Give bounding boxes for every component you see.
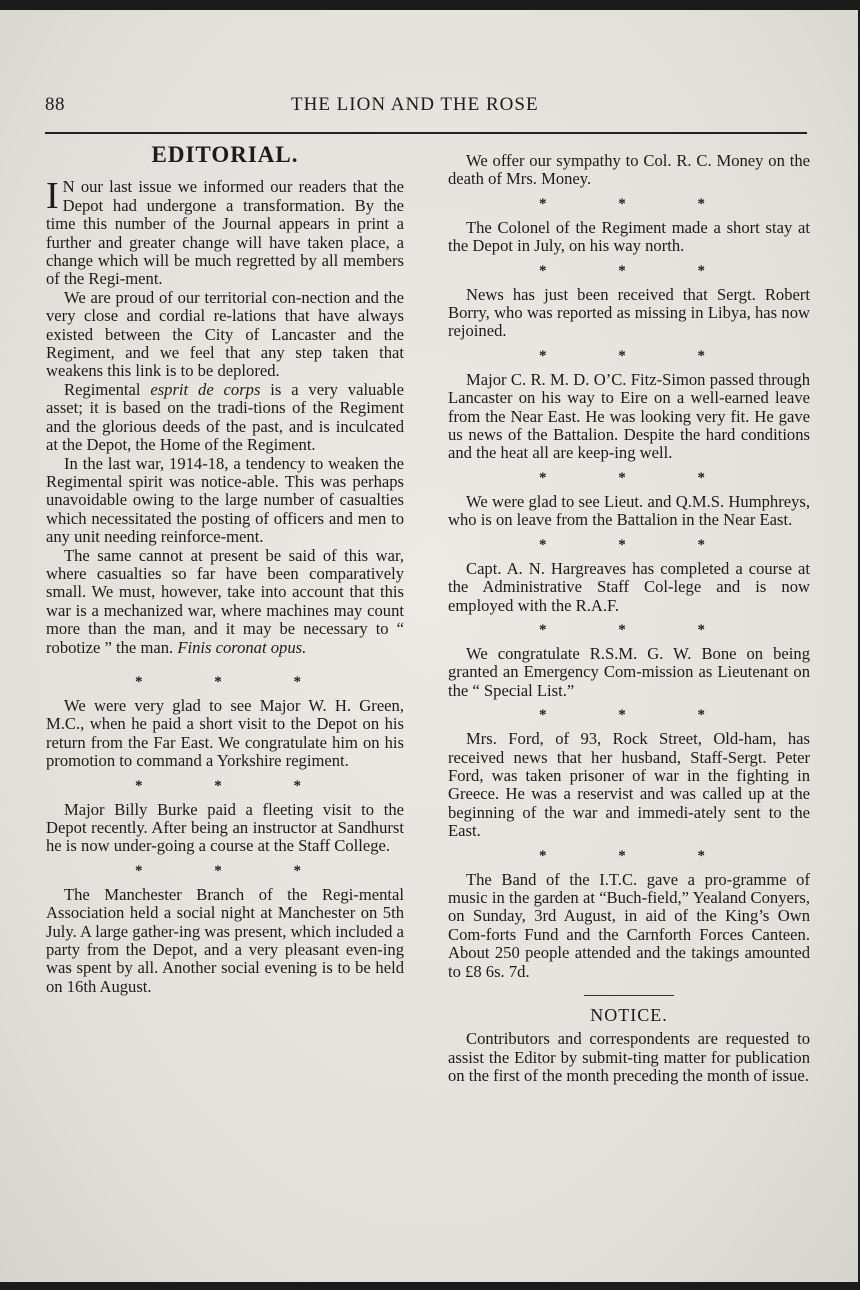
news-item: The Manchester Branch of the Regi-mental Association held a social night at Manchester on 5th July. A large gather-ing was present, which included a party from the Depot, and a very pleasant even-ing was spent by all. Another social evening is to be held on 16th August.	[46, 884, 404, 996]
journal-title: THE LION AND THE ROSE	[291, 94, 539, 115]
section-separator: * * *	[539, 347, 739, 364]
news-item: Major Billy Burke paid a fleeting visit to the Depot recently. After being an instructor at Sandhurst he is now under-going a course at the Staff College.	[46, 799, 404, 856]
section-separator: * * *	[135, 862, 335, 879]
news-item: Major C. R. M. D. O’C. Fitz-Simon passed through Lancaster on his way to Eire on a well-earned leave from the Near East. He was looking very fit. He gave us news of the Battalion. Despite the hard conditions and the heat all are keep-ing well.	[448, 369, 810, 463]
editorial-paragraph: I N our last issue we informed our readers that the Depot had undergone a transformation. By the time this number of the Journal appears in print a further and greater change will have taken place, a change which will be much regretted by all members of the Regi-ment.	[46, 175, 404, 289]
news-item: The Band of the I.T.C. gave a pro-gramme of music in the garden at “Buch-field,” Yealand Conyers, on Sunday, 3rd August, in aid of the King’s Own Com-forts Fund and the Carnforth Forces Canteen. About 250 people attended and the takings amounted to £8 6s. 7d.	[448, 869, 810, 981]
news-item: News has just been received that Sergt. Robert Borry, who was reported as missing in Libya, has now rejoined.	[448, 284, 810, 341]
news-item: Mrs. Ford, of 93, Rock Street, Old-ham, has received news that her husband, Staff-Sergt. Peter Ford, was taken prisoner of war in the fighting in Greece. He was a reservist and was called up at the beginning of the war and immedi-ately sent to the East.	[448, 729, 810, 841]
section-separator: * * *	[135, 673, 335, 690]
editorial-paragraph: Regimental esprit de corps is a very valuable asset; it is based on the tradi-tions of the Regiment and the glorious deeds of the past, and is inculcated at the Depot, the Home of the Regiment.	[46, 379, 404, 455]
section-separator: * * *	[539, 621, 739, 638]
section-separator: * * *	[539, 195, 739, 212]
left-column	[46, 142, 404, 996]
page-number: 88	[45, 94, 65, 115]
section-separator: * * *	[539, 847, 739, 864]
notice-title: NOTICE.	[590, 1005, 668, 1025]
section-separator: * * *	[539, 469, 739, 486]
editorial-paragraph: The same cannot at present be said of this war, where casualties so far have been comparatively small. We must, however, take into account that this war is a mechanized war, where machines may count more than the man, and it may be necessary to “ robotize ” the man. Finis coronat opus.	[46, 545, 404, 657]
news-item: The Colonel of the Regiment made a short stay at the Depot in July, on his way north.	[448, 217, 810, 256]
news-item: We were glad to see Lieut. and Q.M.S. Humphreys, who is on leave from the Battalion in the Near East.	[448, 491, 810, 530]
journal-page	[0, 10, 858, 1282]
notice-body: Contributors and correspondents are requested to assist the Editor by submit-ting matter for publication on the first of the month preceding the month of issue.	[448, 1029, 810, 1086]
right-column	[448, 152, 810, 1086]
section-separator: * * *	[539, 536, 739, 553]
editorial-paragraph: We are proud of our territorial con-nection and the very close and cordial re-lations that have always existed between the City of Lancaster and the Regiment, and we feel that any step taken that weakens this link is to be deplored.	[46, 287, 404, 381]
editorial-title: EDITORIAL.	[151, 142, 299, 167]
section-separator: * * *	[539, 707, 739, 724]
notice-rule	[584, 995, 674, 996]
section-separator: * * *	[135, 777, 335, 794]
editorial-paragraph: In the last war, 1914-18, a tendency to weaken the Regimental spirit was notice-able. This was perhaps unavoidable owing to the large number of casualties which necessitated the posting of officers and men to any unit needing reinforce-ment.	[46, 453, 404, 547]
page-header	[45, 94, 807, 124]
news-item: We offer our sympathy to Col. R. C. Money on the death of Mrs. Money.	[448, 151, 810, 189]
drop-cap: I	[46, 175, 59, 218]
news-item: Capt. A. N. Hargreaves has completed a course at the Administrative Staff Col-lege and is now employed with the R.A.F.	[448, 558, 810, 615]
news-item: We were very glad to see Major W. H. Green, M.C., when he paid a short visit to the Depot on his return from the Far East. We congratulate him on his promotion to command a Yorkshire regiment.	[46, 695, 404, 771]
header-rule	[45, 132, 807, 134]
section-separator: * * *	[539, 262, 739, 279]
news-item: We congratulate R.S.M. G. W. Bone on being granted an Emergency Com-mission as Lieutenant on the “ Special List.”	[448, 643, 810, 700]
